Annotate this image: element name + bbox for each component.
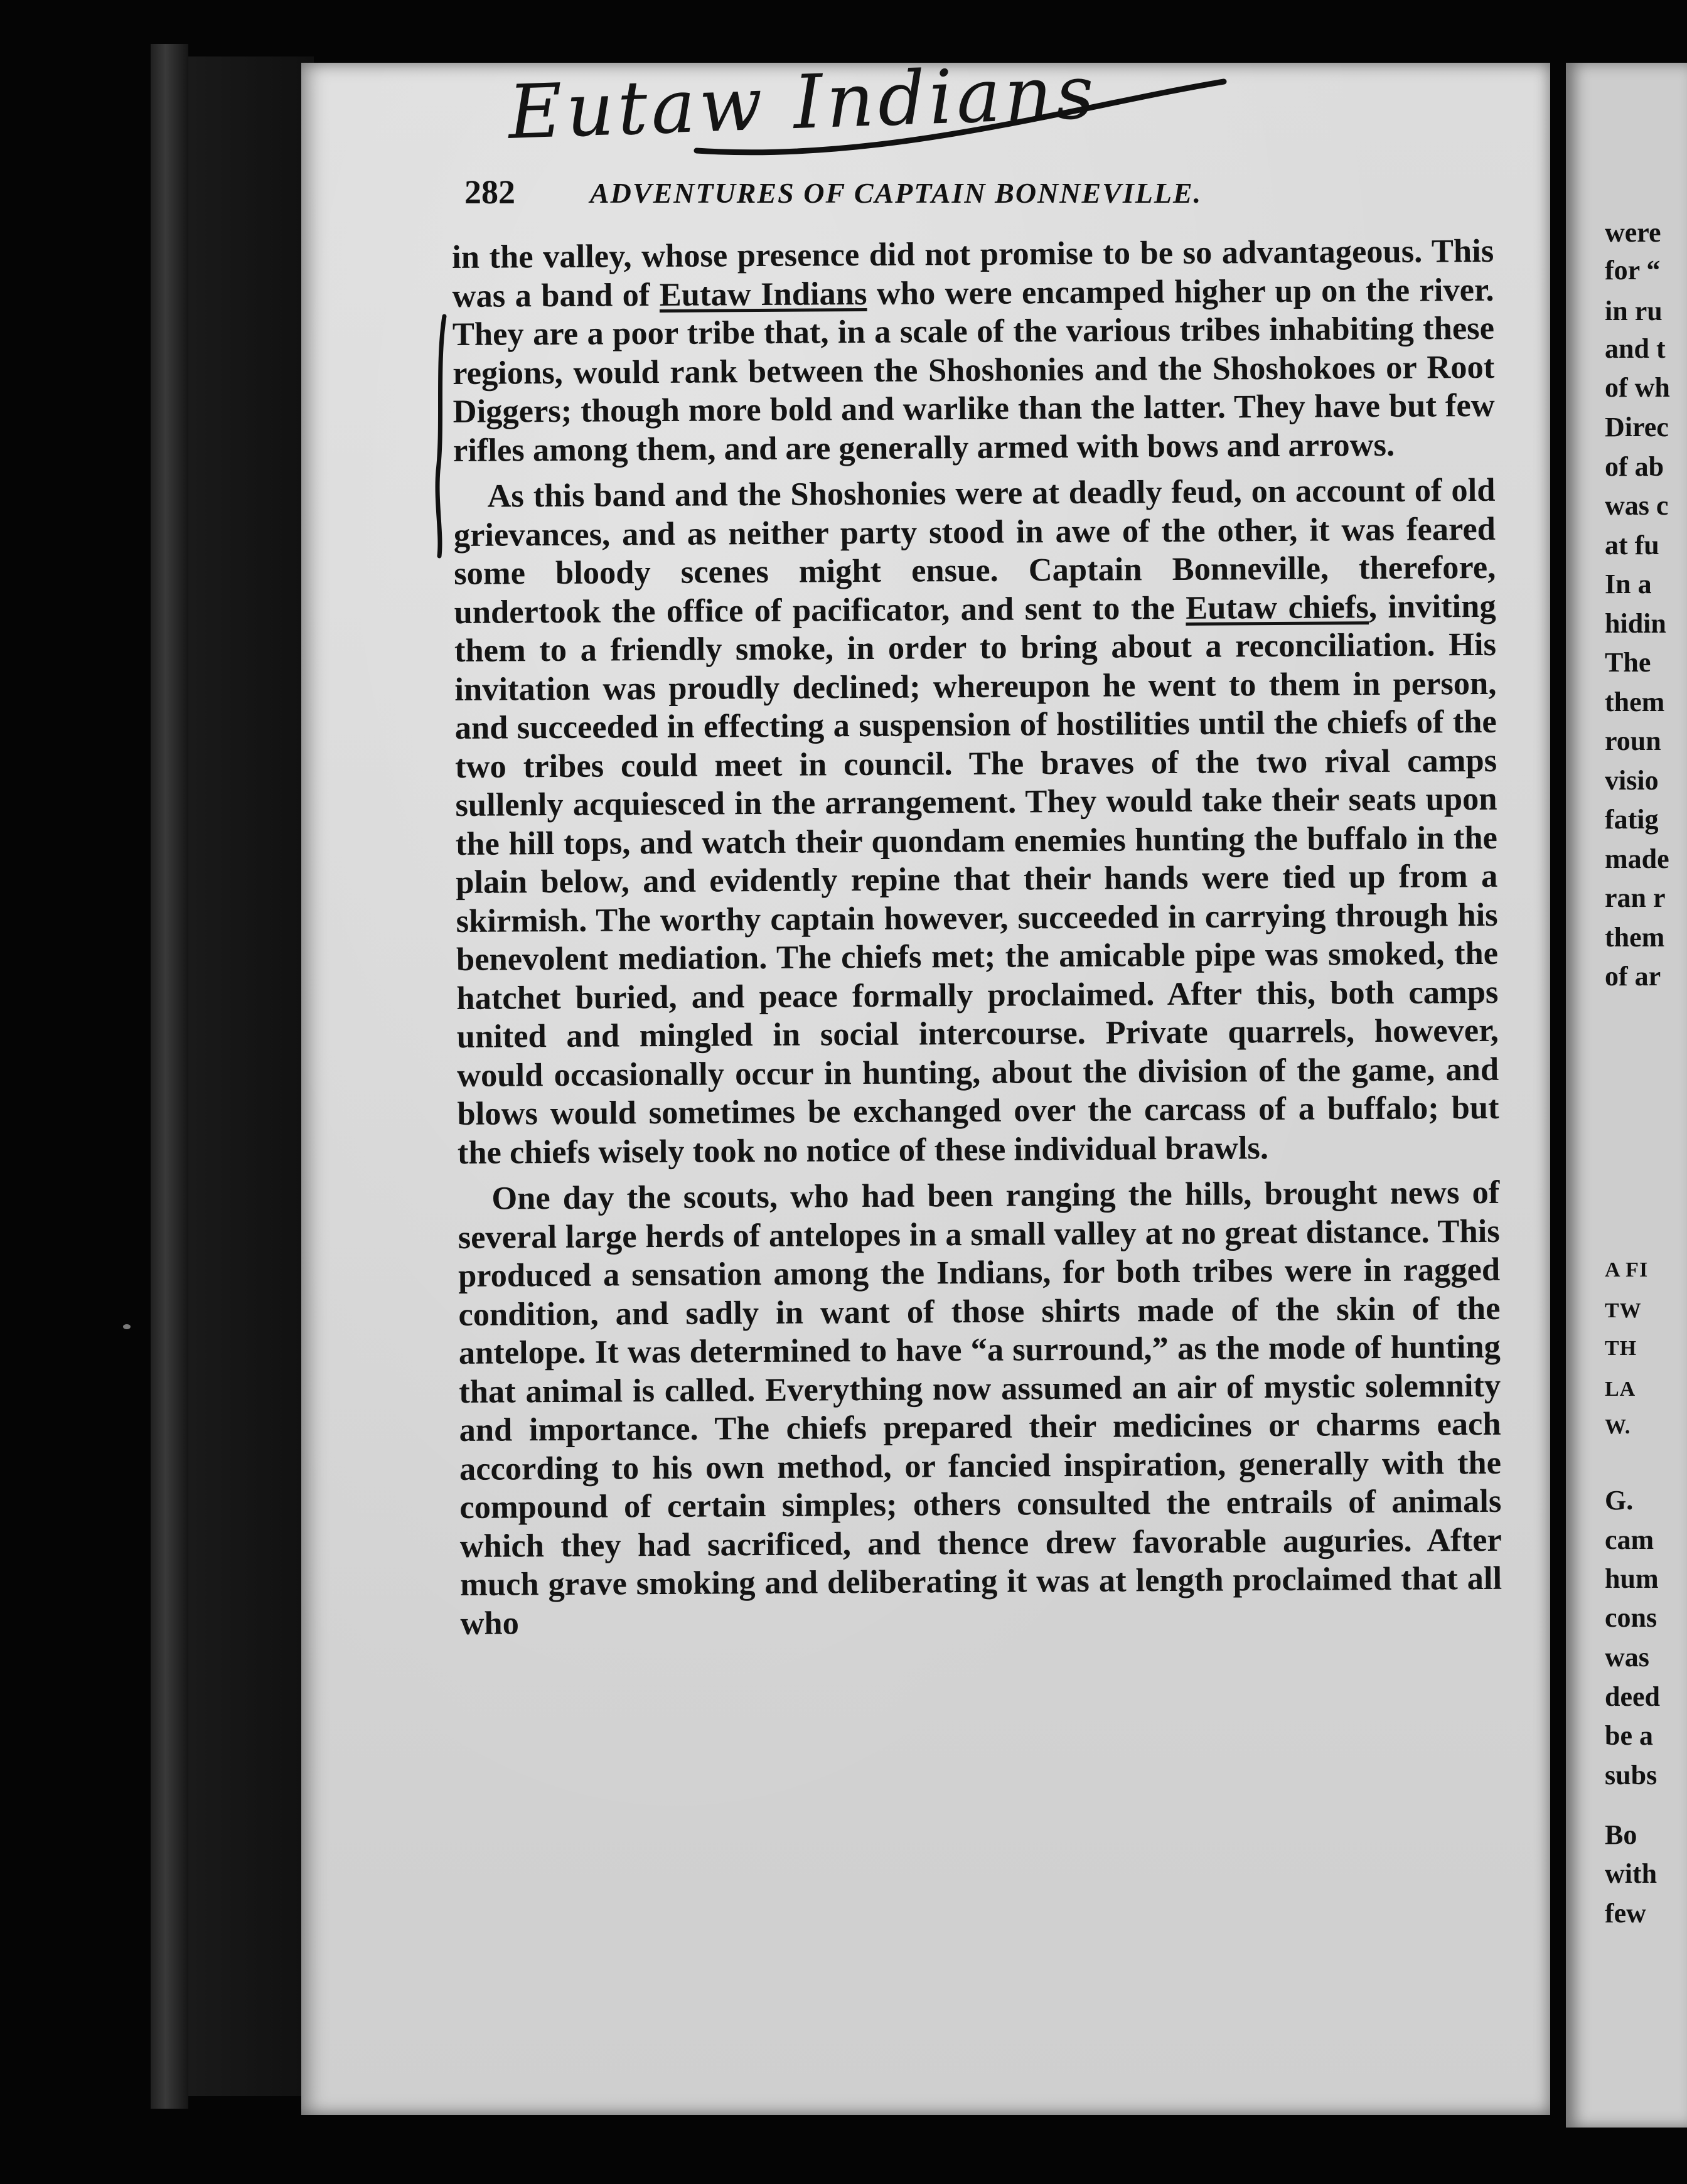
running-head (464, 173, 1368, 217)
facing-page-line: made (1605, 843, 1669, 874)
underlined-eutaw-chiefs: Eutaw chiefs (1186, 588, 1369, 626)
page-stack-edge (188, 56, 314, 2096)
running-title: ADVENTURES OF CAPTAIN BONNEVILLE. (590, 177, 1202, 209)
underlined-eutaw-indians: Eutaw Indians (659, 275, 867, 313)
facing-page-line: roun (1605, 725, 1661, 756)
facing-page-line: was (1605, 1642, 1649, 1673)
handwritten-note-text: Eutaw Indians (506, 48, 1100, 156)
facing-page-line: TH (1605, 1337, 1637, 1360)
facing-page-line: be a (1605, 1720, 1653, 1751)
facing-page-line: them (1605, 687, 1665, 717)
facing-page-line: ran r (1605, 882, 1666, 913)
facing-page (1566, 63, 1687, 2128)
paragraph-2 (453, 471, 1499, 1172)
facing-page-line: cons (1605, 1602, 1658, 1633)
facing-page-line: The (1605, 647, 1651, 678)
facing-page-line: A FI (1605, 1258, 1649, 1282)
body-text (452, 232, 1502, 1643)
facing-page-line: cam (1605, 1524, 1654, 1555)
facing-page-line: them (1605, 922, 1665, 953)
facing-page-line: G. (1605, 1485, 1634, 1516)
facing-page-line: were (1605, 217, 1661, 248)
paragraph-2-start: As this band and the Shoshonies were at deadly feud, on account of old grievances, and as neither party stood in awe of the other, it was feared some bloody scenes might ensue. Captain Bonneville, therefore, undertook the office of pacificator, and sent to the (453, 471, 1496, 631)
facing-page-line: In a (1605, 569, 1652, 599)
handwritten-strike-icon (508, 69, 1299, 176)
facing-page-line: and t (1605, 333, 1666, 364)
facing-page-line: visio (1605, 765, 1659, 796)
facing-page-line: for “ (1605, 255, 1661, 286)
paragraph-1 (452, 232, 1495, 470)
facing-page-line: subs (1605, 1760, 1658, 1791)
facing-page-line: of ar (1605, 961, 1661, 992)
handwritten-note (506, 48, 1299, 176)
facing-page-line: Bo (1605, 1819, 1637, 1850)
facing-page-line: hum (1605, 1563, 1659, 1594)
facing-page-line: in ru (1605, 296, 1663, 326)
paragraph-3: One day the scouts, who had been ranging the hills, brought news of several large herds of antelopes in a small valley at no great distance. This produced a sensation among the Indians, for both tribes were in ragged condition, and sadly in want of those shirts made of the skin of the antelope. It was determined to have “a surround,” as the mode of hunting that animal is called. Everything now assumed an air of mystic solemnity and importance. The chiefs prepared their medicines or charms each according to his own method, or fancied inspiration, generally with the compound of certain simples; others consulted the entrails of animals which they had sacrificed, and thence drew favorable auguries. After much grave smoking and deliberating it was at length proclaimed that all who (458, 1174, 1502, 1642)
facing-page-line: of wh (1605, 372, 1670, 403)
dust-speck (123, 1324, 131, 1329)
facing-page-line: hidin (1605, 608, 1666, 639)
facing-page-line: TW (1605, 1299, 1642, 1322)
facing-page-line: fatig (1605, 804, 1659, 835)
book-spine-edge (151, 44, 188, 2109)
page-number: 282 (464, 173, 515, 211)
facing-page-line: deed (1605, 1681, 1660, 1712)
paragraph-1-end: who were encamped higher up on the river. They are a poor tribe that, in a scale of the various tribes inhabiting these regions, would rank between the Shoshonies and the Shoshokoes or Root Diggers; though more bold and warlike than the latter. They have but few rifles among them, and are generally armed with bows and arrows. (452, 271, 1495, 469)
facing-page-line: with (1605, 1858, 1658, 1889)
facing-page-line: Direc (1605, 412, 1669, 442)
facing-page-line: few (1605, 1898, 1646, 1929)
facing-page-line: was c (1605, 490, 1669, 521)
facing-page-line: W. (1605, 1415, 1631, 1438)
paragraph-1-start: in the valley, whose presence did not promise to be so advantageous. This was a band of (452, 232, 1494, 314)
paragraph-2-end: , inviting them to a friendly smoke, in order to bring about a reconciliation. His invitation was proudly declined; whereupon he went to them in person, and succeeded in effecting a suspension of hostilities until the chiefs of the two tribes could meet in council. The braves of the two rival camps sullenly acquiesced in the arrangement. They would take their seats upon the hill tops, and watch their quondam enemies hunting the buffalo in the plain below, and evidently repine that their hands were tied up from a skirmish. The worthy captain however, succeeded in carrying through his benevolent mediation. The chiefs met; the amicable pipe was smoked, the hatchet buried, and peace formally proclaimed. After this, both camps united and mingled in social intercourse. Private quarrels, however, would occasionally occur in hunting, about the division of the game, and blows would sometimes be exchanged over the carcass of a buffalo; but the chiefs wisely took no notice of these individual brawls. (454, 587, 1499, 1171)
facing-page-line: LA (1605, 1378, 1636, 1401)
facing-page-line: at fu (1605, 530, 1659, 560)
facing-page-line: of ab (1605, 451, 1664, 482)
margin-bracket-icon (433, 314, 449, 559)
